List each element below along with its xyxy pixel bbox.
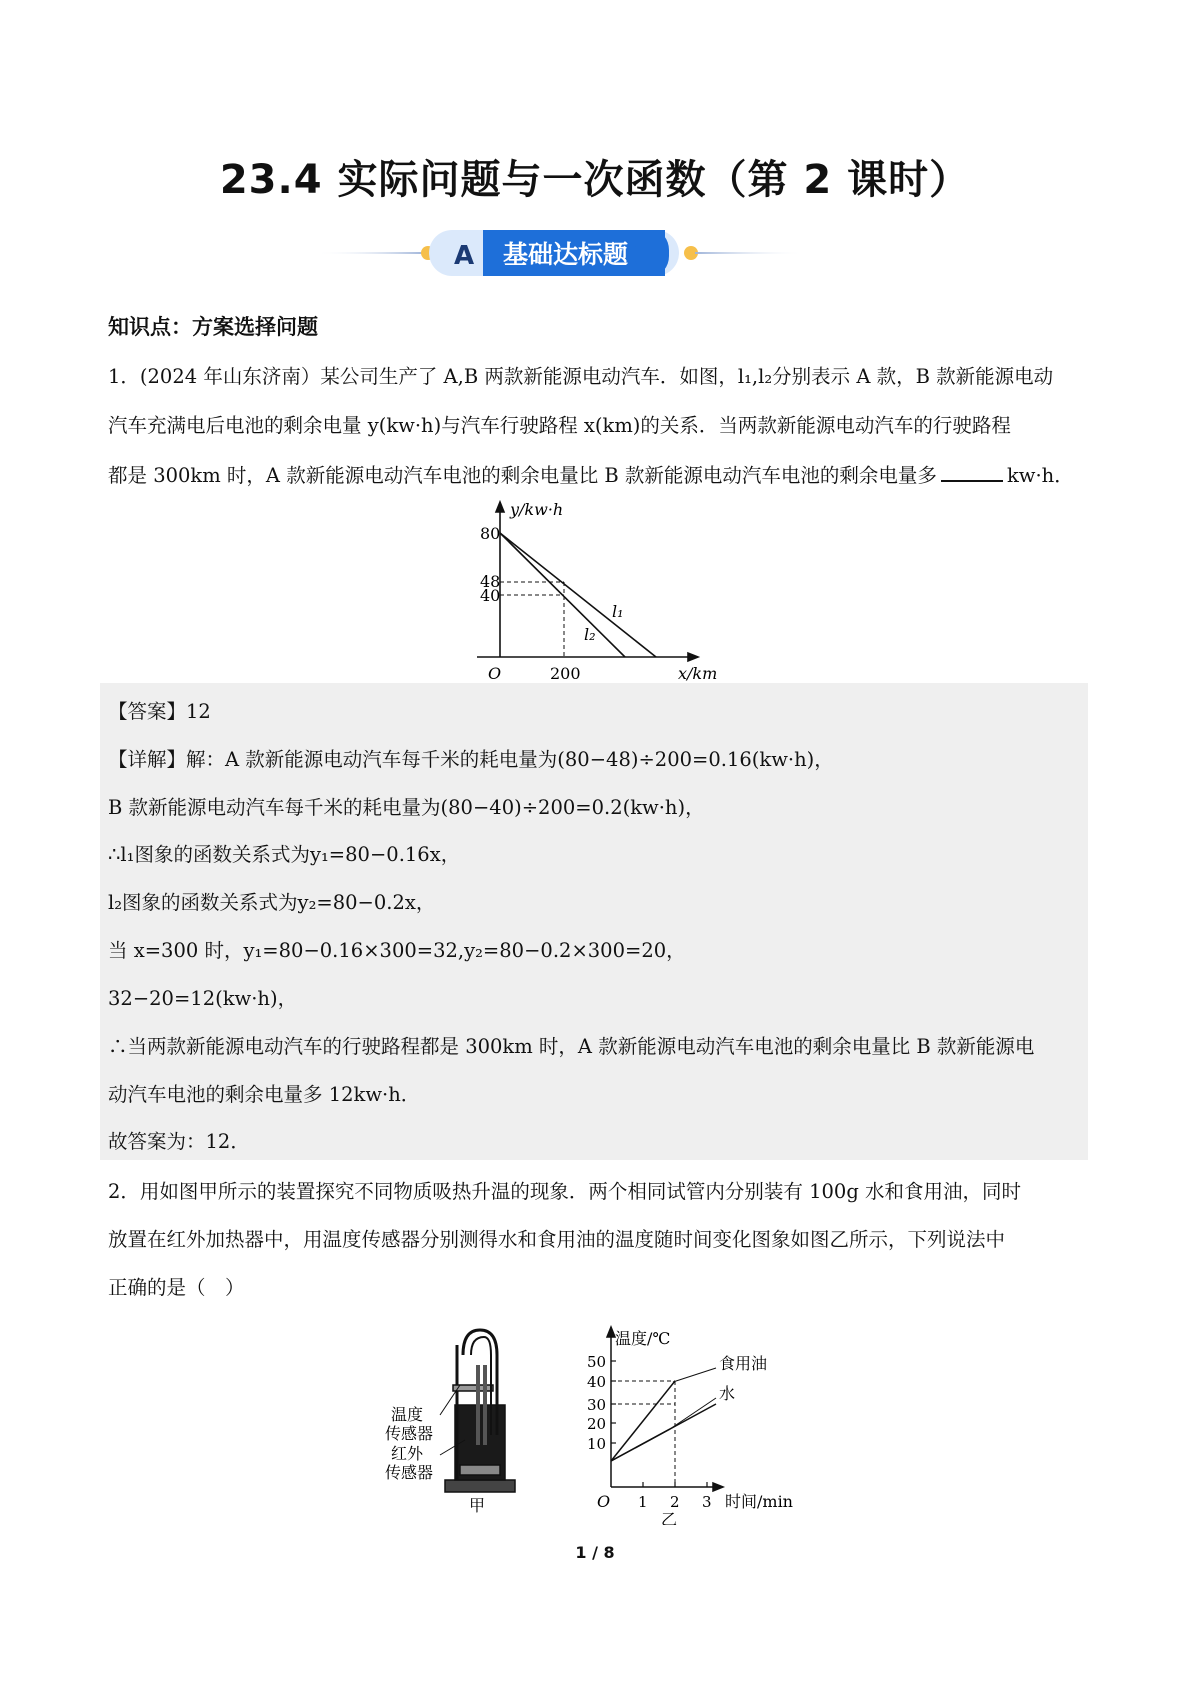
q2-line-3: 正确的是（ ） xyxy=(108,1276,245,1299)
x-tick-200: 200 xyxy=(550,664,581,683)
t-y-tick-40: 40 xyxy=(587,1373,607,1391)
q1-line-3 xyxy=(108,462,1074,488)
t-y-tick-50: 50 xyxy=(587,1353,607,1371)
detail-line-5: 当 x=300 时，y₁=80−0.16×300=32,y₂=80−0.2×300=20， xyxy=(108,939,686,962)
banner-left-line xyxy=(315,252,425,254)
label-infrared-2: 传感器 xyxy=(385,1463,434,1482)
t-x-tick-3: 3 xyxy=(702,1493,712,1511)
q1-line-1: 1．(2024 年山东济南）某公司生产了 A,B 两款新能源电动汽车．如图，l₁,l₂分别表示 A 款，B 款新能源电动 xyxy=(108,365,1054,388)
label-infrared-1: 红外 xyxy=(391,1444,424,1463)
q1-figure xyxy=(460,500,750,686)
line-l2 xyxy=(500,533,625,657)
banner-right-line xyxy=(695,252,805,254)
l2-label: l₂ xyxy=(584,625,596,644)
t-origin-label: O xyxy=(597,1492,611,1511)
label-temp-sensor-2: 传感器 xyxy=(385,1424,434,1443)
t-oil-line xyxy=(611,1381,675,1461)
detail-line-9: 故答案为：12． xyxy=(108,1130,250,1153)
t-y-tick-30: 30 xyxy=(587,1396,607,1414)
detail-line-6: 32−20=12(kw·h)， xyxy=(108,987,298,1010)
y-axis-arrow xyxy=(496,502,504,512)
page-number: 1 / 8 xyxy=(575,1543,615,1562)
q1-line-2: 汽车充满电后电池的剩余电量 y(kw·h)与汽车行驶路程 x(km)的关系．当两款新能源电动汽车的行驶路程 xyxy=(108,414,1011,437)
banner-label: 基础达标题 xyxy=(503,240,629,269)
detail-line-1: 【详解】解：A 款新能源电动汽车每千米的耗电量为(80−48)÷200=0.16(kw·h)， xyxy=(108,748,834,771)
section-banner xyxy=(315,222,855,284)
t-x-tick-1: 1 xyxy=(638,1493,648,1511)
q1-line-3-text: 都是 300km 时，A 款新能源电动汽车电池的剩余电量比 B 款新能源电动汽车电池的剩余电量多 xyxy=(108,464,937,487)
x-axis-label: x/km xyxy=(678,664,718,683)
detail-line-3: ∴l₁图象的函数关系式为y₁=80−0.16x， xyxy=(108,843,461,866)
series-oil-label: 食用油 xyxy=(719,1354,768,1373)
y-axis-label: y/kw·h xyxy=(510,500,564,519)
t-water-line-ext xyxy=(611,1404,716,1461)
t-x-tick-2: 2 xyxy=(670,1493,680,1511)
q1-line-3-unit: kw·h． xyxy=(1006,464,1074,487)
caption-jia: 甲 xyxy=(469,1496,486,1515)
x-axis-arrow xyxy=(688,653,698,661)
q2-line-1: 2．用如图甲所示的装置探究不同物质吸热升温的现象．两个相同试管内分别装有 100g 水和食用油，同时 xyxy=(108,1180,1022,1203)
oil-leader xyxy=(673,1368,716,1382)
answer-blank xyxy=(941,462,1003,482)
y-tick-80: 80 xyxy=(480,524,501,543)
series-water-label: 水 xyxy=(719,1384,736,1403)
q2-line-2: 放置在红外加热器中，用温度传感器分别测得水和食用油的温度随时间变化图象如图乙所示，下列说法中 xyxy=(108,1228,1006,1251)
apparatus-figure xyxy=(385,1325,550,1515)
origin-label: O xyxy=(488,664,502,683)
banner-letter: A xyxy=(454,241,475,271)
detail-line-2: B 款新能源电动汽车每千米的耗电量为(80−40)÷200=0.2(kw·h)， xyxy=(108,796,705,819)
heater-base xyxy=(445,1480,515,1492)
y-tick-48: 48 xyxy=(480,572,501,591)
t-y-axis-label: 温度/℃ xyxy=(615,1329,671,1348)
water-leader xyxy=(670,1398,716,1429)
page-title: 23.4 实际问题与一次函数（第 2 课时） xyxy=(219,157,971,203)
knowledge-point-heading: 知识点：方案选择问题 xyxy=(108,315,318,339)
l1-label: l₁ xyxy=(612,602,624,621)
detail-line-8: 动汽车电池的剩余电量多 12kw·h． xyxy=(108,1083,421,1106)
t-x-axis-label: 时间/min xyxy=(725,1492,793,1511)
caption-yi: 乙 xyxy=(661,1510,678,1525)
detail-line-7: ∴当两款新能源电动汽车的行驶路程都是 300km 时，A 款新能源电动汽车电池的剩余电量比 B 款新能源电 xyxy=(108,1035,1035,1058)
t-y-tick-10: 10 xyxy=(587,1435,607,1453)
answer-line: 【答案】12 xyxy=(108,700,211,723)
detail-line-4: l₂图象的函数关系式为y₂=80−0.2x， xyxy=(108,891,436,914)
t-y-tick-20: 20 xyxy=(587,1415,607,1433)
temperature-chart xyxy=(575,1325,820,1525)
label-temp-sensor-1: 温度 xyxy=(391,1405,424,1424)
y-tick-40: 40 xyxy=(480,586,501,605)
